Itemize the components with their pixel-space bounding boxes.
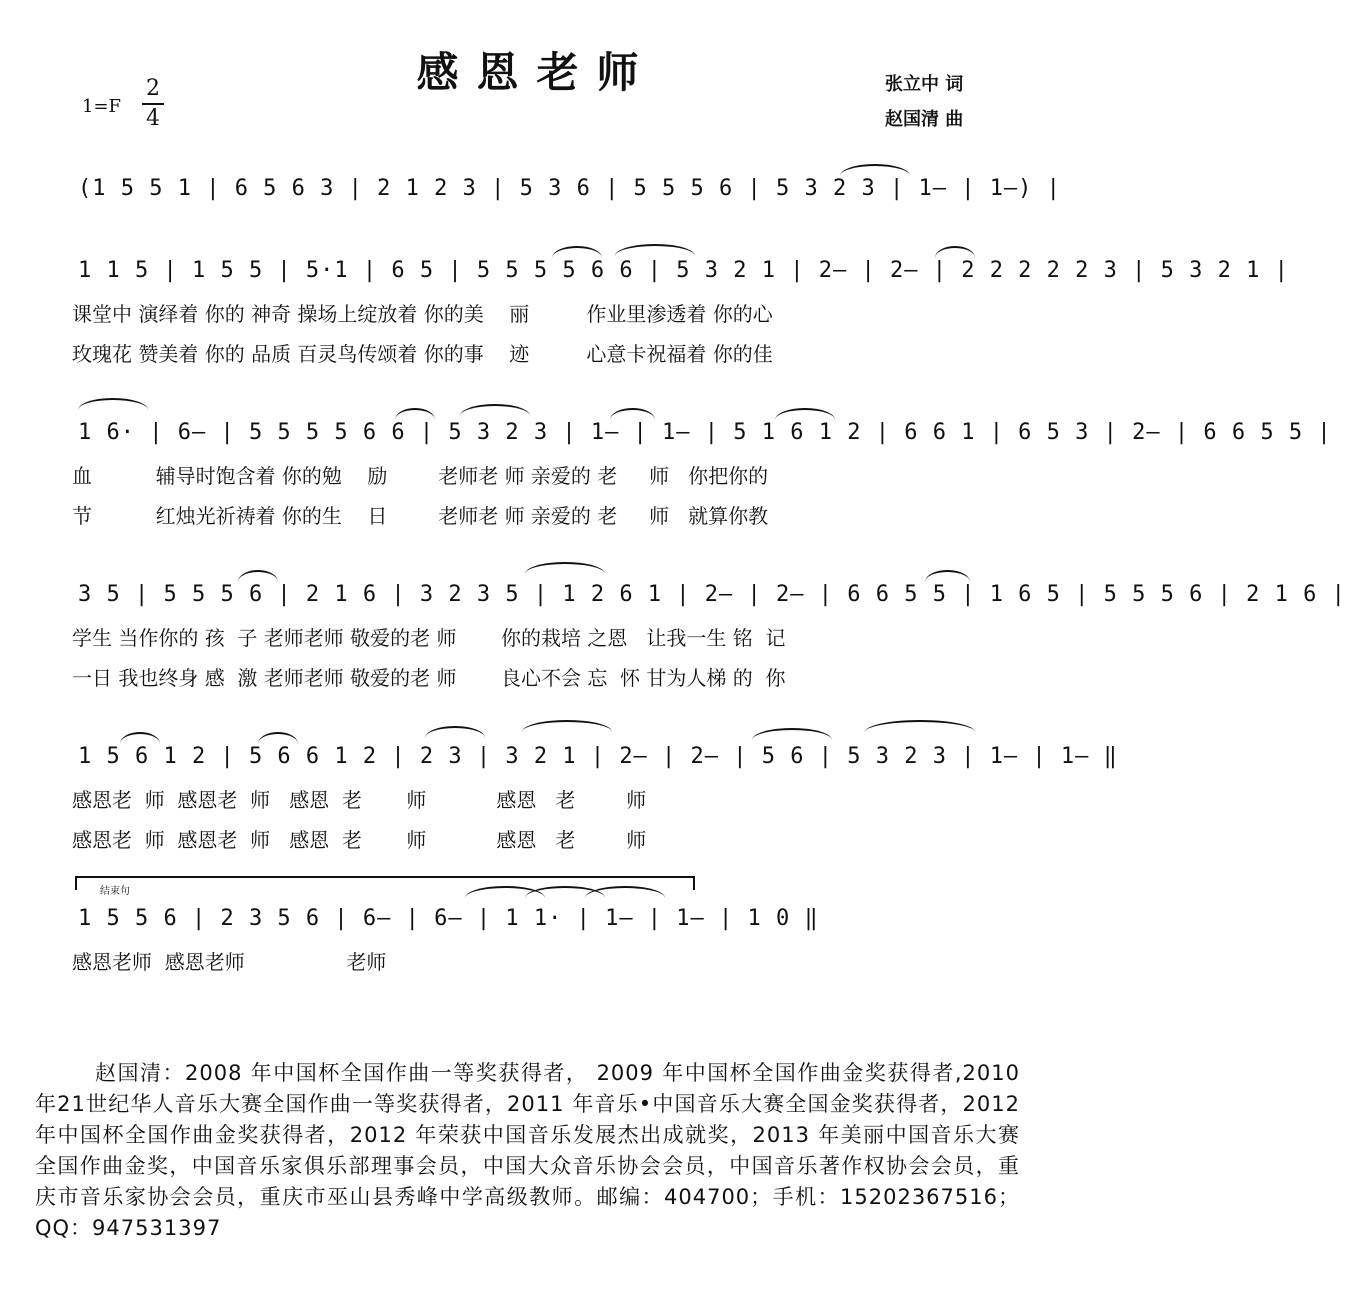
slur-mark [425, 726, 485, 738]
slur-mark [935, 246, 975, 258]
lyricist-credit: 张立中 词 [885, 74, 964, 95]
score-line-6: 1 5 5 6 | 2 3 5 6 | 6— | 6— | 1 1· | 1— | 1— | 1 0 ‖ [78, 906, 819, 931]
bio-text: 赵国清：2008 年中国杯全国作曲一等奖获得者， 2009 年中国杯全国作曲金奖获得者,2010年21世纪华人音乐大赛全国作曲一等奖获得者，2011 年音乐•中国音乐大赛全国金奖获得者，2012 年中国杯全国作曲金奖获得者，2012 年荣获中国音乐发展杰出成就奖，2013 年美丽中国音乐大赛全国作曲金奖，中国音乐家俱乐部理事会员，中国大众音乐协会会员，中国音乐著作权协会会员，重庆市音乐家协会会员，重庆市巫山县秀峰中学高级教师。邮编：404700；手机：15202367516；QQ：947531397 [35, 1061, 1020, 1240]
score-line-2: 1 1 5 | 1 5 5 | 5·1 | 6 5 | 5 5 5 5 6 6 | 5 3 2 1 | 2— | 2— | 2 2 2 2 2 3 | 5 3 2 1 | [78, 258, 1289, 283]
meter-top: 2 [146, 76, 160, 101]
ending-bracket [75, 876, 695, 878]
score-line-1: (1 5 5 1 | 6 5 6 3 | 2 1 2 3 | 5 3 6 | 5 5 5 6 | 5 3 2 3 | 1— | 1—) | [78, 176, 1061, 201]
tie-mark [78, 398, 148, 410]
tie-mark [615, 244, 695, 256]
slur-mark [552, 246, 602, 258]
ending-bracket-left [75, 876, 77, 890]
composer-bio [35, 1058, 1020, 1244]
lyric-verse-2: 感恩老 师 感恩老 师 感恩 老 师 感恩 老 师 [72, 828, 647, 852]
slur-mark [752, 728, 832, 740]
slur-mark [775, 408, 835, 420]
slur-mark [925, 570, 970, 582]
lyric-verse-1: 学生 当作你的 孩 子 老师老师 敬爱的老 师 你的栽培 之恩 让我一生 铭 记 [72, 626, 786, 650]
lyric-verse-1: 血 辅导时饱含着 你的勉 励 老师老 师 亲爱的 老 师 你把你的 [72, 464, 769, 488]
tie-mark [522, 720, 612, 732]
score-line-3: 1 6· | 6— | 5 5 5 5 6 6 | 5 3 2 3 | 1— | 1— | 5 1 6 1 2 | 6 6 1 | 6 5 3 | 2— | 6 6 5 5 | [78, 420, 1332, 445]
time-signature [142, 78, 164, 130]
ending-label: 结束句 [100, 886, 130, 897]
tie-mark [525, 562, 605, 574]
composer-credit: 赵国清 曲 [885, 109, 964, 130]
tie-mark [865, 720, 975, 732]
score-line-5: 1 5 6 1 2 | 5 6 6 1 2 | 2 3 | 3 2 1 | 2— | 2— | 5 6 | 5 3 2 3 | 1— | 1— ‖ [78, 744, 1118, 769]
key-signature: 1=F [82, 96, 122, 117]
tie-mark [840, 164, 910, 176]
slur-mark [610, 408, 655, 420]
slur-mark [395, 408, 435, 420]
lyric-verse-1: 课堂中 演绎着 你的 神奇 操场上绽放着 你的美 丽 作业里渗透着 你的心 [72, 302, 773, 326]
slur-mark [238, 570, 278, 582]
score-line-4: 3 5 | 5 5 5 6 | 2 1 6 | 3 2 3 5 | 1 2 6 1 | 2— | 2— | 6 6 5 5 | 1 6 5 | 5 5 5 6 | 2 1 6 | [78, 582, 1346, 607]
ending-bracket-right [693, 876, 695, 890]
lyric-ending: 感恩老师 感恩老师 老师 [72, 950, 387, 974]
lyric-verse-2: 节 红烛光祈祷着 你的生 日 老师老 师 亲爱的 老 师 就算你教 [72, 504, 769, 528]
slur-mark [120, 732, 160, 744]
meter-divider [142, 103, 164, 105]
lyric-verse-2: 玫瑰花 赞美着 你的 品质 百灵鸟传颂着 你的事 迹 心意卡祝福着 你的佳 [72, 342, 773, 366]
lyric-verse-2: 一日 我也终身 感 激 老师老师 敬爱的老 师 良心不会 忘 怀 甘为人梯 的 你 [72, 666, 786, 690]
lyric-verse-1: 感恩老 师 感恩老 师 感恩 老 师 感恩 老 师 [72, 788, 647, 812]
slur-mark [258, 732, 298, 744]
tie-mark [460, 404, 530, 416]
tie-mark [585, 886, 665, 898]
meter-bottom: 4 [146, 106, 160, 131]
song-title: 感恩老师 [416, 48, 657, 97]
